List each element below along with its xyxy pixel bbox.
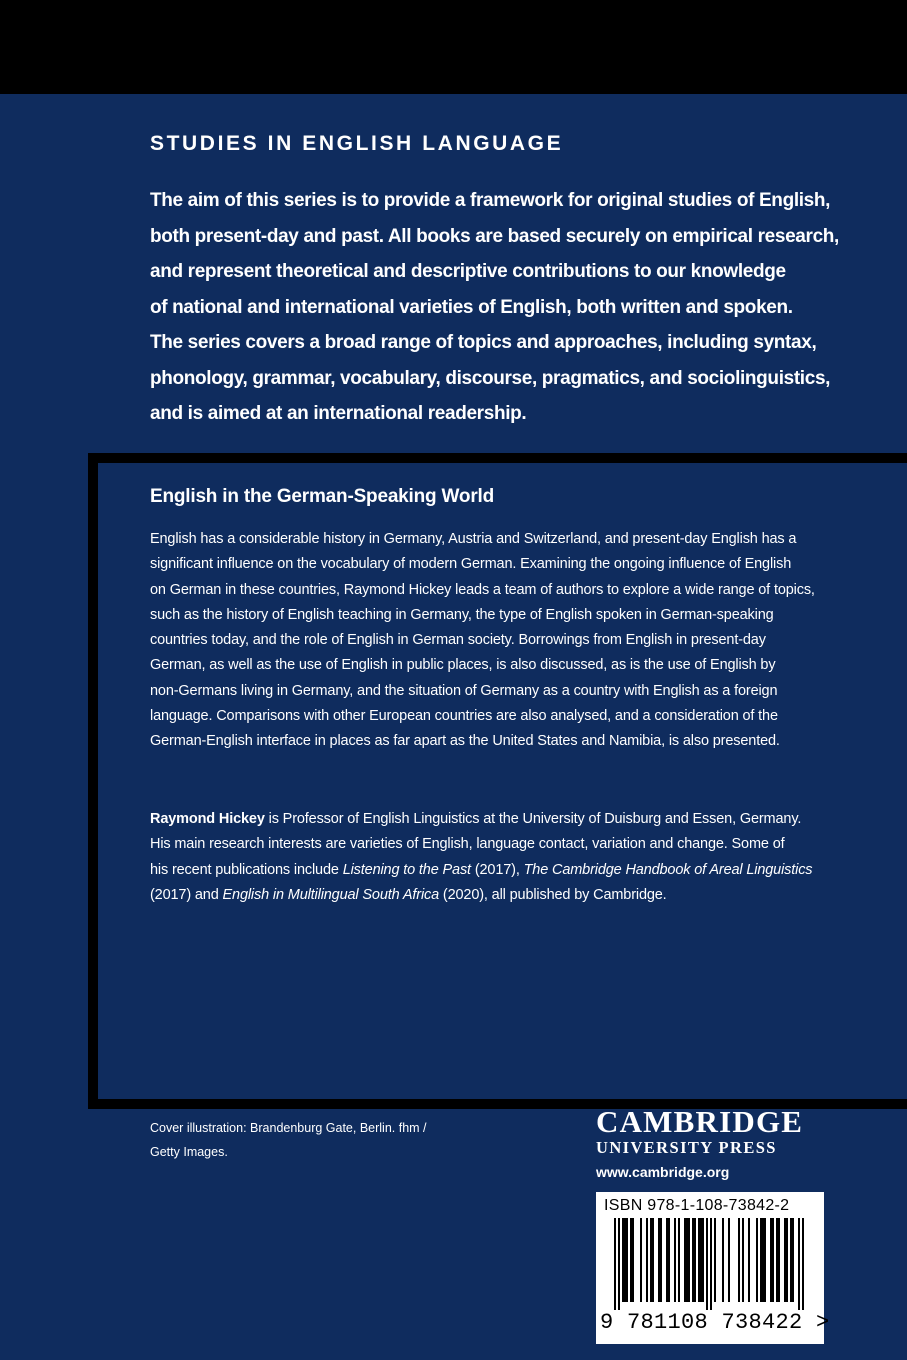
barcode-bar	[742, 1218, 744, 1302]
barcode-bar	[710, 1218, 712, 1310]
barcode-bar	[802, 1218, 804, 1310]
barcode-bar	[760, 1218, 762, 1302]
book-description-line: significant influence on the vocabulary of modern German. Examining the ongoing influence of English	[150, 556, 792, 573]
series-description-line: The aim of this series is to provide a framework for original studies of English,	[150, 190, 831, 211]
barcode-bar	[728, 1218, 730, 1302]
barcode-bar	[688, 1218, 690, 1302]
cover-credit-line: Cover illustration: Brandenburg Gate, Berlin. fhm /	[150, 1121, 427, 1135]
book-description-line: non-Germans living in Germany, and the situation of Germany as a country with English as a foreign	[150, 682, 778, 699]
barcode-bar	[630, 1218, 632, 1302]
book-description-line: German, as well as the use of English in public places, is also discussed, as is the use of English by	[150, 657, 776, 674]
barcode-bar	[714, 1218, 716, 1302]
publisher-url[interactable]: www.cambridge.org	[596, 1164, 730, 1180]
barcode-bar	[786, 1218, 788, 1302]
barcode-bar	[668, 1218, 670, 1302]
series-description-line: phonology, grammar, vocabulary, discourse, pragmatics, and sociolinguistics,	[150, 367, 831, 389]
barcode-bar	[666, 1218, 668, 1302]
barcode-bar	[652, 1218, 654, 1302]
book-description-line: German-English interface in places as far apart as the United States and Namibia, is also presented.	[150, 733, 780, 750]
book-description-line: on German in these countries, Raymond Hickey leads a team of authors to explore a wide range of topics,	[150, 581, 815, 598]
barcode-bar	[770, 1218, 772, 1302]
barcode-bar	[702, 1218, 704, 1302]
author-bio-line	[150, 807, 870, 832]
book-description-line: countries today, and the role of English in German society. Borrowings from English in present-day	[150, 632, 766, 649]
barcode-bar	[738, 1218, 740, 1302]
barcode-bar	[618, 1218, 620, 1310]
publisher-name: CAMBRIDGE	[596, 1104, 804, 1139]
barcode-bar	[660, 1218, 662, 1302]
barcode-bar	[762, 1218, 764, 1302]
author-bio-text: his recent publications include	[150, 861, 343, 878]
barcode-bar	[678, 1218, 680, 1302]
barcode-bar	[694, 1218, 696, 1302]
barcode-bars	[606, 1218, 814, 1310]
barcode-bar	[686, 1218, 688, 1302]
barcode-bar	[632, 1218, 634, 1302]
barcode-bar	[792, 1218, 794, 1302]
barcode-bar	[658, 1218, 660, 1302]
barcode-bar	[776, 1218, 778, 1302]
barcode-bar	[756, 1218, 758, 1302]
barcode-bar	[692, 1218, 694, 1302]
barcode-bar	[706, 1218, 708, 1310]
author-bio-line	[150, 883, 870, 908]
author-bio-text: is Professor of English Linguistics at the University of Duisburg and Essen, Germany.	[264, 811, 802, 827]
barcode-bar	[722, 1218, 724, 1302]
barcode-bar	[698, 1218, 700, 1302]
author-bio-line: His main research interests are varieties of English, language contact, variation and change. Some of	[150, 836, 785, 853]
barcode-bar	[650, 1218, 652, 1302]
barcode-bar	[614, 1218, 616, 1310]
book-title: English in the German-Speaking World	[150, 486, 494, 507]
series-description-line: The series covers a broad range of topics and approaches, including syntax,	[150, 332, 817, 353]
barcode-bar	[772, 1218, 774, 1302]
author-bio-text: (2017) and	[150, 886, 223, 903]
barcode-bar	[790, 1218, 792, 1302]
barcode-bar	[646, 1218, 648, 1302]
barcode-bar	[622, 1218, 624, 1302]
cover-credit	[150, 1116, 480, 1164]
cover-credit-line: Getty Images.	[150, 1145, 228, 1159]
author-bio-line	[150, 858, 870, 883]
series-title: STUDIES IN ENGLISH LANGUAGE	[150, 132, 564, 155]
barcode-bar	[700, 1218, 702, 1302]
series-description-line: both present-day and past. All books are based securely on empirical research,	[150, 225, 839, 247]
series-description-line: of national and international varieties of English, both written and spoken.	[150, 296, 793, 318]
barcode-bar	[778, 1218, 780, 1302]
series-description-line: and represent theoretical and descriptive contributions to our knowledge	[150, 261, 786, 282]
barcode-bar	[624, 1218, 626, 1302]
barcode-bar	[640, 1218, 642, 1302]
publication-title: The Cambridge Handbook of Areal Linguistics	[523, 861, 813, 878]
series-description-line: and is aimed at an international readership.	[150, 403, 527, 424]
book-description-line: English has a considerable history in Germany, Austria and Switzerland, and present-day English has a	[150, 531, 797, 547]
series-description	[150, 183, 870, 432]
isbn-label: ISBN 978-1-108-73842-2	[604, 1197, 790, 1214]
barcode-bar	[674, 1218, 676, 1302]
barcode-bar	[626, 1218, 628, 1302]
book-description-line: language. Comparisons with other European countries are also analysed, and a consideration of the	[150, 708, 778, 725]
publication-title: English in Multilingual South Africa	[222, 886, 440, 903]
publication-title: Listening to the Past	[342, 861, 471, 878]
publisher-logo	[596, 1106, 836, 1180]
author-bio	[150, 807, 870, 908]
barcode-bar	[684, 1218, 686, 1302]
author-bio-text: (2017),	[470, 861, 524, 878]
barcode-bar	[784, 1218, 786, 1302]
barcode-bar	[798, 1218, 800, 1310]
book-description-line: such as the history of English teaching in Germany, the type of English spoken in German-speaking	[150, 606, 774, 623]
book-description	[150, 527, 870, 755]
barcode-digits: 9 781108 738422 >	[600, 1310, 830, 1335]
isbn-barcode	[596, 1192, 830, 1344]
barcode-bar	[748, 1218, 750, 1302]
author-bio-text: (2020), all published by Cambridge.	[439, 886, 667, 903]
barcode-bar	[764, 1218, 766, 1302]
publisher-subname: UNIVERSITY PRESS	[596, 1138, 777, 1157]
author-name: Raymond Hickey	[150, 811, 265, 827]
